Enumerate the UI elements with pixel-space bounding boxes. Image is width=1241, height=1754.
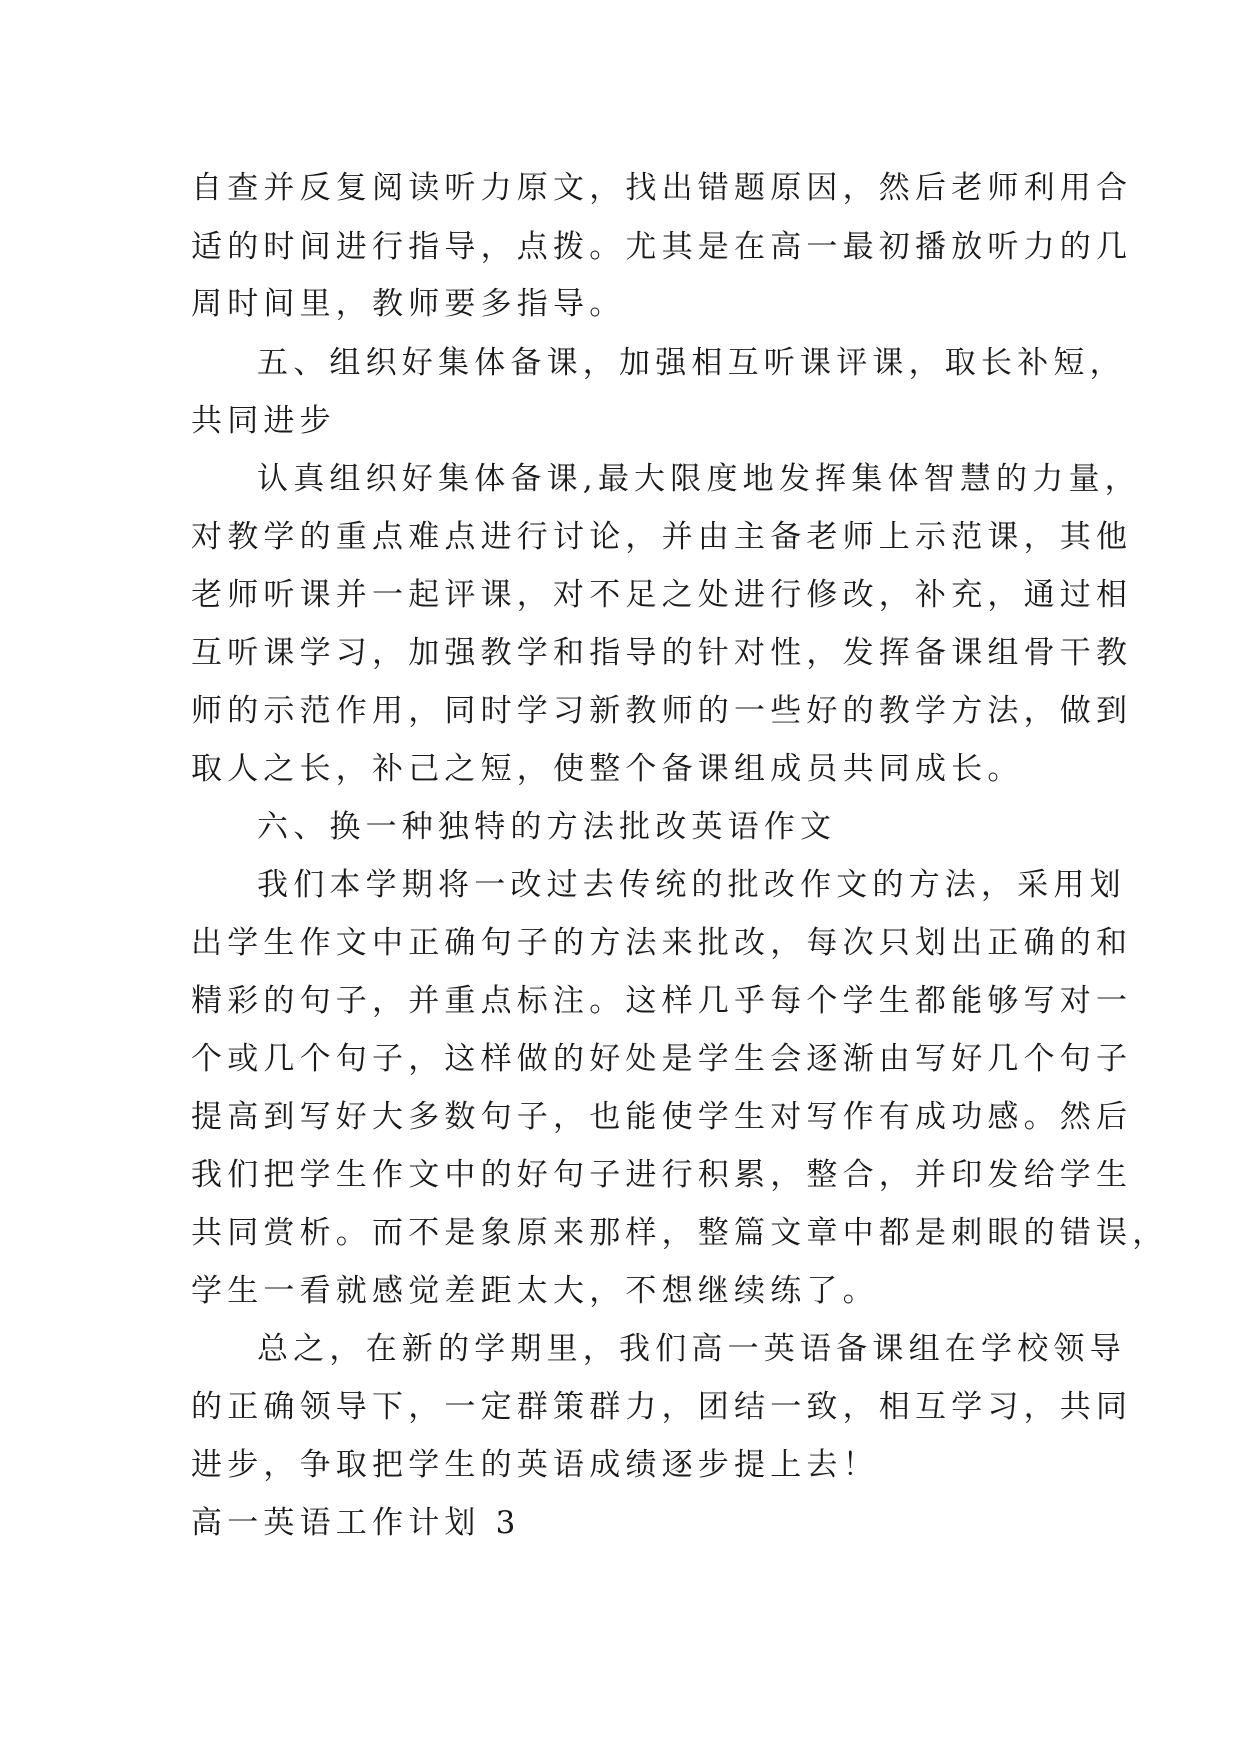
section-heading-5-continued: 共同进步	[191, 403, 336, 439]
section-heading-5: 五、组织好集体备课，加强相互听课评课，取长补短，	[257, 345, 1126, 381]
text-line: 对教学的重点难点进行讨论，并由主备老师上示范课，其他	[191, 519, 1133, 555]
text-line: 适的时间进行指导，点拨。尤其是在高一最初播放听力的几	[191, 229, 1133, 265]
text-line: 老师听课并一起评课，对不足之处进行修改，补充，通过相	[191, 577, 1133, 613]
text-line: 出学生作文中正确句子的方法来批改，每次只划出正确的和	[191, 925, 1133, 961]
text-line: 进步，争取把学生的英语成绩逐步提上去！	[191, 1447, 879, 1483]
text-line: 共同赏析。而不是象原来那样，整篇文章中都是刺眼的错误，	[191, 1215, 1169, 1251]
text-line: 学生一看就感觉差距太大，不想继续练了。	[191, 1273, 879, 1309]
text-line: 精彩的句子，并重点标注。这样几乎每个学生都能够写对一	[191, 983, 1133, 1019]
document-subtitle: 高一英语工作计划 3	[191, 1505, 521, 1541]
text-line: 的正确领导下，一定群策群力，团结一致，相互学习，共同	[191, 1389, 1133, 1425]
text-line: 认真组织好集体备课,最大限度地发挥集体智慧的力量，	[257, 461, 1141, 497]
text-line: 个或几个句子，这样做的好处是学生会逐渐由写好几个句子	[191, 1041, 1133, 1077]
text-line: 我们本学期将一改过去传统的批改作文的方法，采用划	[257, 867, 1126, 903]
text-line: 提高到写好大多数句子，也能使学生对写作有成功感。然后	[191, 1099, 1133, 1135]
text-line: 总之，在新的学期里，我们高一英语备课组在学校领导	[257, 1331, 1126, 1367]
text-line: 互听课学习，加强教学和指导的针对性，发挥备课组骨干教	[191, 635, 1133, 671]
text-line: 周时间里，教师要多指导。	[191, 286, 626, 322]
text-line: 自查并反复阅读听力原文，找出错题原因，然后老师利用合	[191, 170, 1133, 206]
text-line: 取人之长，补己之短，使整个备课组成员共同成长。	[191, 751, 1024, 787]
text-line: 师的示范作用，同时学习新教师的一些好的教学方法，做到	[191, 693, 1133, 729]
section-heading-6: 六、换一种独特的方法批改英语作文	[257, 809, 837, 845]
text-line: 我们把学生作文中的好句子进行积累，整合，并印发给学生	[191, 1157, 1133, 1193]
